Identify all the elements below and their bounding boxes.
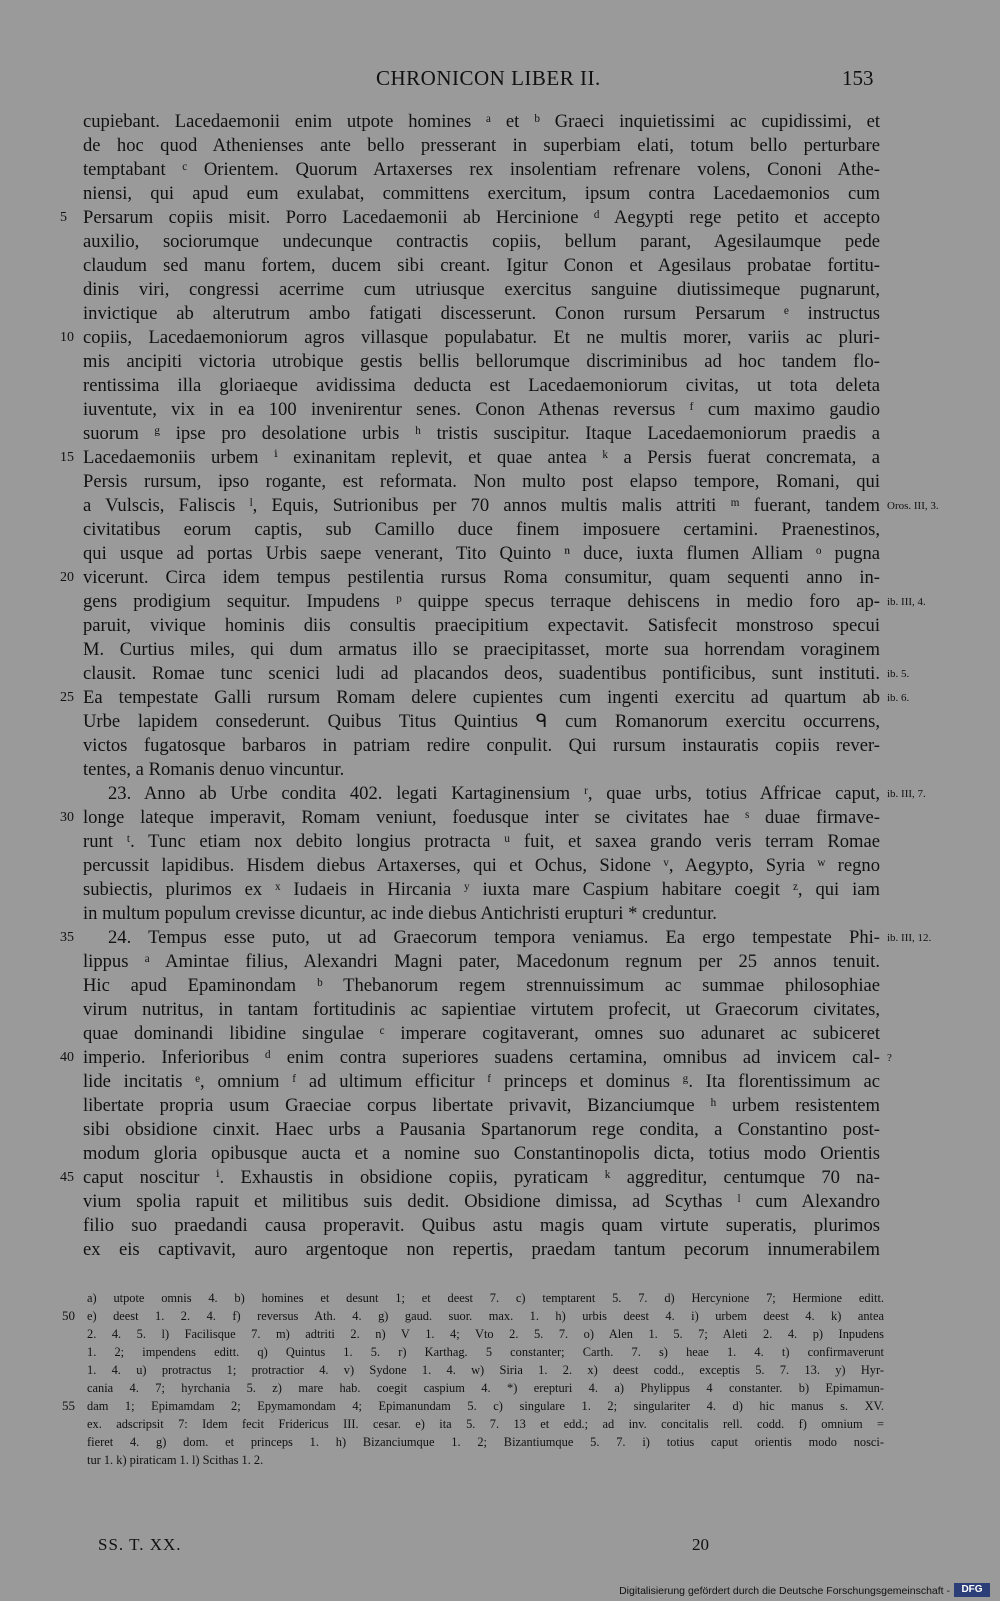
line-number: 45 <box>60 1170 74 1185</box>
line-number: 50 <box>62 1308 75 1323</box>
footnote-line: tur 1. k) piraticam 1. l) Scithas 1. 2. <box>87 1453 264 1467</box>
text-line: mis ancipiti victoria utrobique gestis bellis bellorumque discriminibus ad hoc tandem flo- <box>83 351 880 372</box>
footnote-line: a) utpote omnis 4. b) homines et desunt 1; et deest 7. c) temptarent 5. 7. d) Hercynione 7; Hermione editt. <box>87 1291 884 1305</box>
line-number: 30 <box>60 810 74 825</box>
line-number: 55 <box>62 1398 75 1413</box>
text-line: invictique ab alterutrum ambo fatigati discesserunt. Conon rursum Persarum ᵉ instructus <box>83 303 880 324</box>
text-line: 24. Tempus esse puto, ut ad Graecorum tempora veniamus. Ea ergo tempestate Phi- <box>108 927 880 948</box>
marginal-note: ib. III, 7. <box>887 788 926 800</box>
text-line: paruit, vivique hominis diis consultis praecipitium expectavit. Satisfecit monstroso specui <box>83 615 880 636</box>
line-number: 15 <box>60 450 74 465</box>
funding-credit: Digitalisierung gefördert durch die Deutsche Forschungsgemeinschaft - <box>619 1585 950 1597</box>
text-line: Lacedaemoniis urbem ⁱ exinanitam replevit, et quae antea ᵏ a Persis fuerat concremata, a <box>83 447 880 468</box>
text-line: copiis, Lacedaemoniorum agros villasque populabatur. Et ne multis morer, variis ac pluri- <box>83 327 880 348</box>
text-line: percussit lapidibus. Hisdem diebus Artaxerses, qui et Ochus, Sidone ᵛ, Aegypto, Syria ʷ regno <box>83 855 880 876</box>
text-line: civitatibus eorum captis, sub Camillo duce finem imposuere certamini. Praenestinos, <box>83 519 880 540</box>
running-title: CHRONICON LIBER II. <box>376 66 601 90</box>
line-number: 25 <box>60 690 74 705</box>
line-number: 35 <box>60 930 74 945</box>
marginal-note: ? <box>887 1052 892 1064</box>
text-line: vium spolia rapuit et militibus suis dedit. Obsidione dimissa, ad Scythas ˡ cum Alexandro <box>83 1191 880 1212</box>
text-line: filio suo praedandi causa properavit. Quibus astu magis quam virtute superatis, plurimos <box>83 1215 880 1236</box>
text-line: auxilio, sociorumque undecunque contractis copiis, bellum parant, Agesilaumque pede <box>83 231 880 252</box>
text-line: iuventute, vix in ea 100 invenirentur senes. Conon Athenas reversus ᶠ cum maximo gaudio <box>83 399 880 420</box>
text-line: tentes, a Romanis denuo vincuntur. <box>83 759 345 780</box>
marginal-note: Oros. III, 3. <box>887 500 939 512</box>
volume-signature: SS. T. XX. <box>98 1535 182 1554</box>
footnote-line: cania 4. 7; hyrchania 5. z) mare hab. coegit caspium 4. *) erepturi 4. a) Phylippus 4 constanter. b) Epimamun- <box>87 1381 884 1395</box>
text-line: victos fugatosque barbaros in patriam redire conpulit. Qui rursum instauratis copiis rever- <box>83 735 880 756</box>
footnote-line: 1. 2; impendens editt. q) Quintus 1. 5. r) Karthag. 5 constanter; Carth. 7. s) heae 1. 4. t) confirmaverunt <box>87 1345 884 1359</box>
text-line: caput noscitur ⁱ. Exhaustis in obsidione copiis, pyraticam ᵏ aggreditur, centumque 70 na- <box>83 1167 880 1188</box>
text-line: Hic apud Epaminondam ᵇ Thebanorum regem strennuissimum ac summae philosophiae <box>83 975 880 996</box>
text-line: Persis rursum, ipso rogante, est reformata. Non multo post elapso tempore, Romani, qui <box>83 471 880 492</box>
text-line: Persarum copiis misit. Porro Lacedaemonii ab Hercinione ᵈ Aegypti rege petito et accepto <box>83 207 880 228</box>
line-number: 10 <box>60 330 74 345</box>
text-line: quae dominandi libidine singulae ᶜ imperare cogitaverant, omnes suo adunaret ac subiceret <box>83 1023 880 1044</box>
text-line: imperio. Inferioribus ᵈ enim contra superiores suadens certamina, omnibus ad invicem cal- <box>83 1047 880 1068</box>
text-line: qui usque ad portas Urbis saepe venerant, Tito Quinto ⁿ duce, iuxta flumen Alliam ᵒ pugna <box>83 543 880 564</box>
text-line: dinis viri, congressi acerrime cum utriusque exercitus sanguine diutissimeque pugnarunt, <box>83 279 880 300</box>
text-line: longe lateque imperavit, Romam veniunt, foedusque inter se civitates hae ˢ duae firmave- <box>83 807 880 828</box>
line-number: 5 <box>60 210 67 225</box>
text-line: modum gloria opibusque aucta et a nomine suo Constantinopolis dicta, totius modo Orientis <box>83 1143 880 1164</box>
footnote-line: 1. 4. u) protractus 1; protractior 4. v) Sydone 1. 4. w) Siria 1. 2. x) deest codd., exceptis 5. 7. 13. y) Hyr- <box>87 1363 884 1377</box>
line-number: 20 <box>60 570 74 585</box>
text-line: a Vulscis, Faliscis ˡ, Equis, Sutrionibus per 70 annos multis malis attriti ᵐ fuerant, tandem <box>83 495 880 516</box>
page-header <box>0 66 1000 96</box>
dfg-logo: DFG <box>954 1583 990 1597</box>
marginal-note: ib. 5. <box>887 668 910 680</box>
text-line: M. Curtius miles, qui dum armatus illo se praecipitasset, morte sua horrendam voraginem <box>83 639 880 660</box>
text-line: niensi, qui apud eum exulabat, committens exercitum, ipsum contra Lacedaemonios cum <box>83 183 880 204</box>
footnote-line: 2. 4. 5. l) Facilisque 7. m) adtriti 2. n) V 1. 4; Vto 2. 5. 7. o) Alen 1. 5. 7; Aleti 2. 4. p) Inpudens <box>87 1327 884 1341</box>
text-line: 23. Anno ab Urbe condita 402. legati Kartaginensium ʳ, quae urbs, totius Affricae caput, <box>108 783 880 804</box>
text-line: ex eis captivavit, auro argentoque non repertis, praedam tantum pecorum innumerabilem <box>83 1239 880 1260</box>
text-line: de hoc quod Athenienses ante bello presserant in superbiam elati, totum bello perturbare <box>83 135 880 156</box>
marginal-note: ib. III, 4. <box>887 596 926 608</box>
marginal-note: ib. 6. <box>887 692 910 704</box>
text-line: virum nutritus, in tantam fortitudinis ac sapientiae virtutem profecit, ut Graecorum civitates, <box>83 999 880 1020</box>
text-line: suorum ᵍ ipse pro desolatione urbis ʰ tristis suscipitur. Itaque Lacedaemoniorum praedis a <box>83 423 880 444</box>
footnote-line: ex. adscripsit 7: Idem fecit Fridericus III. cesar. e) ita 5. 7. 13 et edd.; ad inv. concitalis rell. codd. f) omnium = <box>87 1417 884 1431</box>
text-line: in multum populum crevisse dicuntur, ac inde diebus Antichristi erupturi * creduntur. <box>83 903 717 924</box>
page-number: 153 <box>842 66 874 90</box>
text-line: lippus ᵃ Amintae filius, Alexandri Magni pater, Macedonum regnum per 25 annos tenuit. <box>83 951 880 972</box>
sheet-number: 20 <box>692 1535 709 1554</box>
text-line: cupiebant. Lacedaemonii enim utpote homines ᵃ et ᵇ Graeci inquietissimi ac cupidissimi, et <box>83 111 880 132</box>
marginal-note: ib. III, 12. <box>887 932 932 944</box>
text-line: gens prodigium sequitur. Impudens ᵖ quippe specus terraque dehiscens in medio foro ap- <box>83 591 880 612</box>
footnote-line: e) deest 1. 2. 4. f) reversus Ath. 4. g) gaud. suor. max. 1. h) urbis deest 4. i) urbem deest 4. k) antea <box>87 1309 884 1323</box>
text-line: libertate propria usum Graeciae corpus libertate privavit, Bizanciumque ʰ urbem resistentem <box>83 1095 880 1116</box>
footnote-line: fieret 4. g) dom. et princeps 1. h) Bizanciumque 1. 2; Bizantiumque 5. 7. i) totius caput orientis modo nosci- <box>87 1435 884 1449</box>
text-line: subiectis, plurimos ex ˣ Iudaeis in Hircania ʸ iuxta mare Caspium habitare coegit ᶻ, qui iam <box>83 879 880 900</box>
text-line: rentissima illa gloriaeque avidissima deducta est Lacedaemoniorum civitas, ut tota deleta <box>83 375 880 396</box>
line-number: 40 <box>60 1050 74 1065</box>
text-line: sibi obsidione cinxit. Haec urbs a Pausania Spartanorum rege condita, a Constantino post- <box>83 1119 880 1140</box>
text-line: claudum sed manu fortem, ducem sibi creant. Igitur Conon et Agesilaus probatae fortitu- <box>83 255 880 276</box>
text-line: vicerunt. Circa idem tempus pestilentia rursus Roma consumitur, quam sequenti anno in- <box>83 567 880 588</box>
text-line: lide incitatis ᵉ, omnium ᶠ ad ultimum efficitur ᶠ princeps et dominus ᵍ. Ita florentissimum ac <box>83 1071 880 1092</box>
text-line: Urbe lapidem consederunt. Quibus Titus Quintius ᑫ cum Romanorum exercitu occurrens, <box>83 711 880 732</box>
footnote-line: dam 1; Epimamdam 2; Epymamondam 4; Epimanundam 5. c) singulare 1. 2; singulariter 4. d) hic manus s. XV. <box>87 1399 884 1413</box>
text-line: runt ᵗ. Tunc etiam nox debito longius protracta ᵘ fuit, et saxea grando veris terram Romae <box>83 831 880 852</box>
text-line: Ea tempestate Galli rursum Romam delere cupientes cum ingenti exercitu ad quartum ab <box>83 687 880 708</box>
text-line: clausit. Romae tunc scenici ludi ad placandos deos, suadentibus pontificibus, sunt instituti. <box>83 663 880 684</box>
text-line: temptabant ᶜ Orientem. Quorum Artaxerses rex insolentiam refrenare volens, Cononi Athe- <box>83 159 880 180</box>
